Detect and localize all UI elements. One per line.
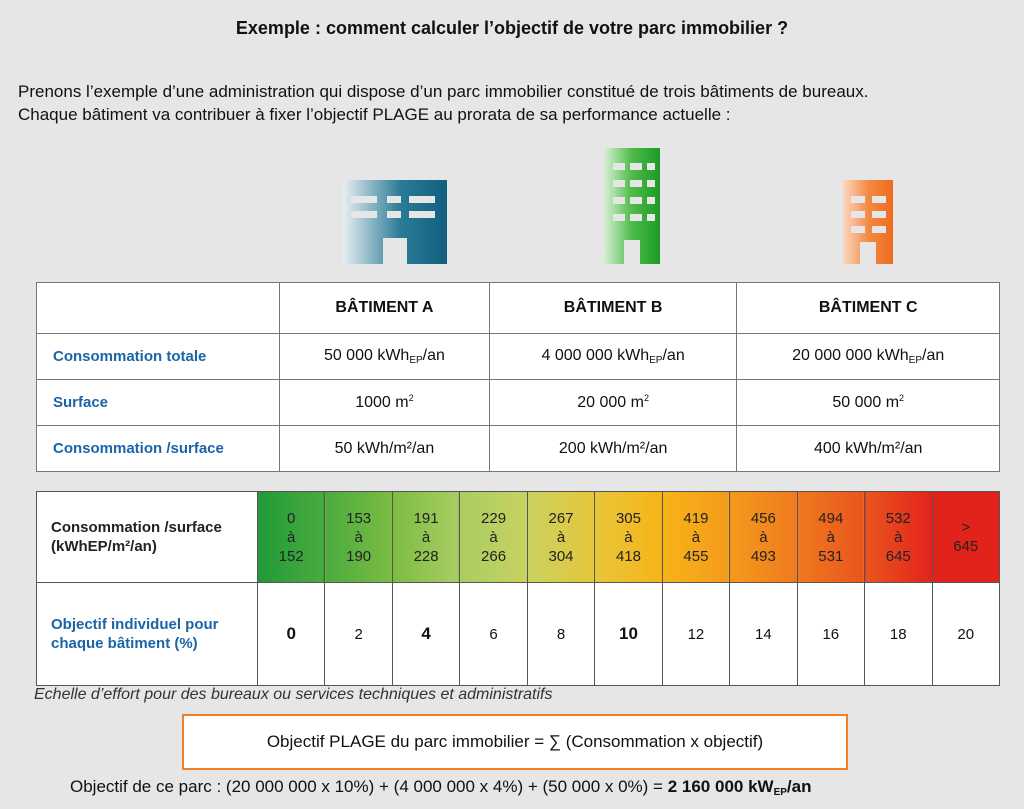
class-bound: à — [691, 528, 701, 546]
result-main: 2 160 000 kW — [667, 777, 774, 796]
scale-class-cell — [392, 492, 459, 583]
scale-classes-row — [37, 492, 1000, 583]
value-sub: EP — [908, 355, 922, 366]
calculation-result — [668, 777, 812, 796]
class-bound: 191 — [413, 509, 439, 527]
objective-cell: 18 — [865, 583, 932, 686]
class-bound: 532 — [885, 509, 911, 527]
calculation-prefix: Objectif de ce parc : (20 000 000 x 10%) + (4 000 000 x 4%) + (50 000 x 0%) = — [70, 777, 668, 796]
row-label — [37, 492, 258, 583]
class-bound: 645 — [953, 538, 979, 555]
header-building-c: BÂTIMENT C — [737, 283, 1000, 334]
objective-cell: 2 — [325, 583, 392, 686]
class-bound: 190 — [346, 547, 372, 565]
class-bound: 418 — [615, 547, 641, 565]
surface-row — [37, 380, 1000, 426]
row-label: Consommation totale — [37, 334, 280, 380]
intro-line-2: Chaque bâtiment va contribuer à fixer l’objectif PLAGE au prorata de sa performance actuelle : — [18, 105, 731, 124]
objective-cell: 12 — [662, 583, 729, 686]
class-bound: 229 — [481, 509, 507, 527]
class-bound: à — [421, 528, 431, 546]
class-bound: à — [287, 528, 296, 546]
scale-class-cell — [527, 492, 594, 583]
cell-value: 50 kWh/m²/an — [280, 426, 490, 472]
class-bound: 531 — [818, 547, 844, 565]
page-title: Exemple : comment calculer l’objectif de votre parc immobilier ? — [235, 18, 789, 38]
objective-cell: 16 — [797, 583, 864, 686]
objective-cell: 8 — [527, 583, 594, 686]
row-label: Consommation /surface — [37, 426, 280, 472]
cell-value — [489, 334, 737, 380]
effort-scale-table — [36, 491, 1000, 686]
value-main: 1000 m — [355, 394, 409, 411]
objective-cell: 20 — [932, 583, 1000, 686]
consumption-surface-row — [37, 426, 1000, 472]
intro-line-1: Prenons l’exemple d’une administration qui dispose d’un parc immobilier constitué de trois bâtiments de bureaux. — [18, 82, 869, 101]
row-label: Surface — [37, 380, 280, 426]
scale-class-cell — [595, 492, 662, 583]
class-bound: 0 — [287, 509, 296, 527]
calculation-line — [70, 777, 811, 798]
value-sub: EP — [649, 355, 663, 366]
class-bound: > — [961, 519, 971, 536]
class-bound: à — [556, 528, 566, 546]
scale-class-cell — [797, 492, 864, 583]
result-sub: EP — [773, 787, 787, 798]
cell-value — [737, 334, 1000, 380]
intro-text — [18, 80, 1018, 126]
class-bound: 304 — [548, 547, 574, 565]
scale-class-cell — [662, 492, 729, 583]
class-bound: 645 — [885, 547, 911, 565]
buildings-header-row — [37, 283, 1000, 334]
result-tail: /an — [786, 777, 812, 796]
objective-cell: 4 — [392, 583, 459, 686]
cell-value — [280, 334, 490, 380]
cell-value — [489, 380, 737, 426]
value-main: 50 000 kWh — [323, 347, 410, 364]
class-bound: 456 — [750, 509, 776, 527]
value-sup: 2 — [899, 393, 905, 403]
value-tail: /an — [662, 347, 685, 364]
scale-class-cell — [325, 492, 392, 583]
scale-class-cell — [257, 492, 324, 583]
header-empty-cell — [37, 283, 280, 334]
class-bound: 153 — [346, 509, 372, 527]
label-line: Objectif individuel pour — [51, 616, 219, 633]
class-bound: 152 — [278, 547, 304, 565]
cell-value: 200 kWh/m²/an — [489, 426, 737, 472]
objective-cell: 10 — [595, 583, 662, 686]
class-bound: 266 — [481, 547, 507, 565]
class-bound: 305 — [615, 509, 641, 527]
value-tail: /an — [422, 347, 445, 364]
building-b-icon — [604, 148, 660, 264]
cell-value — [280, 380, 490, 426]
class-bound: 494 — [818, 509, 844, 527]
scale-class-cell — [865, 492, 932, 583]
objective-cell: 0 — [257, 583, 324, 686]
label-line: Consommation /surface — [51, 519, 222, 536]
class-bound: à — [489, 528, 498, 546]
class-bound: à — [826, 528, 835, 546]
label-line: chaque bâtiment (%) — [51, 635, 198, 652]
cell-value — [737, 380, 1000, 426]
row-label — [37, 583, 258, 686]
consumption-total-row — [37, 334, 1000, 380]
class-bound: à — [624, 528, 633, 546]
class-bound: 267 — [548, 509, 574, 527]
scale-class-cell — [460, 492, 527, 583]
buildings-table — [36, 282, 1000, 472]
value-sub: EP — [409, 355, 423, 366]
value-main: 50 000 m — [832, 394, 900, 411]
formula-box — [182, 714, 848, 770]
class-bound: 419 — [683, 509, 709, 527]
class-bound: à — [759, 528, 768, 546]
class-bound: à — [354, 528, 363, 546]
value-sup: 2 — [643, 393, 649, 403]
formula-text: Objectif PLAGE du parc immobilier = ∑ (Consommation x objectif) — [266, 732, 764, 751]
class-bound: à — [894, 528, 903, 546]
header-building-b: BÂTIMENT B — [489, 283, 737, 334]
cell-value: 400 kWh/m²/an — [737, 426, 1000, 472]
building-c-icon — [843, 180, 893, 264]
scale-class-cell — [932, 492, 1000, 583]
class-bound: 493 — [750, 547, 776, 565]
value-sup: 2 — [408, 393, 414, 403]
class-bound: 228 — [413, 547, 439, 565]
objective-cell: 6 — [460, 583, 527, 686]
value-main: 20 000 m — [577, 394, 644, 411]
scale-class-cell — [730, 492, 797, 583]
value-main: 4 000 000 kWh — [541, 347, 650, 364]
header-building-a: BÂTIMENT A — [280, 283, 490, 334]
objective-cell: 14 — [730, 583, 797, 686]
objectives-row — [37, 583, 1000, 686]
label-line: (kWhEP/m²/an) — [51, 538, 157, 555]
value-main: 20 000 000 kWh — [792, 347, 909, 364]
value-tail: /an — [922, 347, 945, 364]
scale-caption: Echelle d’effort pour des bureaux ou services techniques et administratifs — [34, 686, 553, 703]
building-a-icon — [343, 180, 447, 264]
class-bound: 455 — [683, 547, 709, 565]
